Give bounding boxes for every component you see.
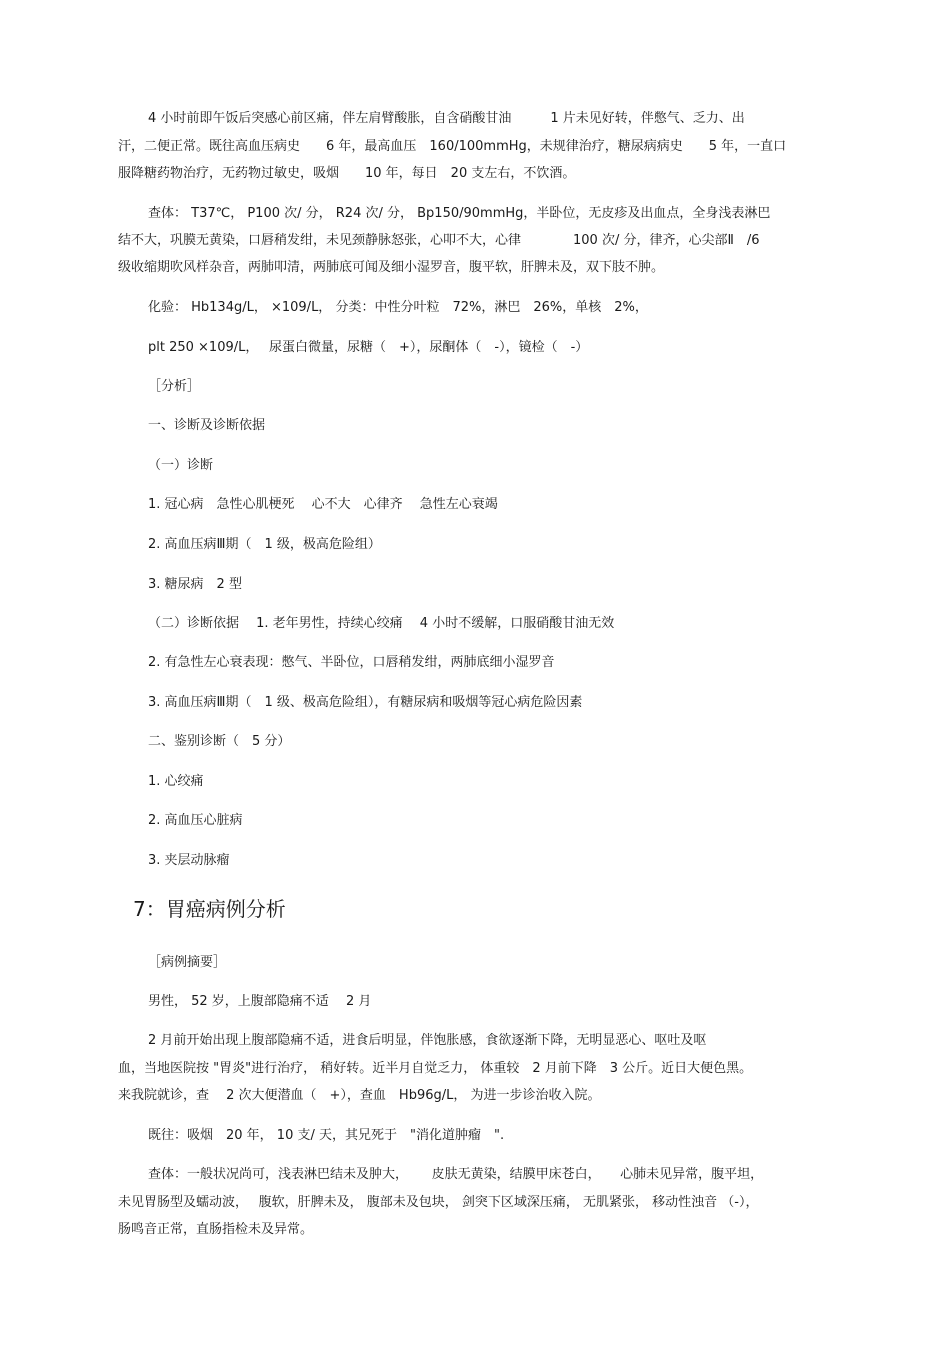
text-line: 既往：吸烟 20 年， 10 支/ 天，其兄死于 "消化道肿瘤 ".: [148, 1128, 505, 1143]
text-line: 级收缩期吹风样杂音，两肺叩清，两肺底可闻及细小湿罗音，腹平软，肝脾未及，双下肢不肿。: [118, 260, 665, 275]
text-line: 男性， 52 岁，上腹部隐痛不适 2 月: [148, 994, 372, 1009]
text-line: 汗，二便正常。既往高血压病史 6 年，最高血压 160/100mmHg，未规律治疗，糖尿病病史 5 年，一直口: [118, 139, 787, 154]
text-line: 3. 高血压病Ⅲ期（ 1 级、极高危险组），有糖尿病和吸烟等冠心病危险因素: [148, 695, 583, 710]
text-line: 查体： T37℃， P100 次/ 分， R24 次/ 分， Bp150/90mmHg，半卧位，无皮疹及出血点，全身浅表淋巴: [148, 206, 771, 221]
text-line: 1. 心绞痛: [148, 774, 204, 789]
text-line: 2. 高血压病Ⅲ期（ 1 级，极高危险组）: [148, 537, 381, 552]
text-line: 服降糖药物治疗，无药物过敏史，吸烟 10 年，每日 20 支左右，不饮酒。: [118, 166, 576, 181]
text-line: 二、鉴别诊断（ 5 分）: [148, 734, 291, 749]
text-line: ［分析］: [148, 379, 201, 394]
text-line: （一）诊断: [148, 458, 214, 473]
text-line: 1. 冠心病 急性心肌梗死 心不大 心律齐 急性左心衰竭: [148, 497, 498, 512]
text-line: 2 月前开始出现上腹部隐痛不适，进食后明显，伴饱胀感，食欲逐渐下降，无明显恶心、呕吐及呕: [148, 1033, 707, 1048]
text-line: 未见胃肠型及蠕动波， 腹软，肝脾未及， 腹部未及包块， 剑突下区域深压痛， 无肌紧张， 移动性浊音 （-），: [118, 1195, 759, 1210]
text-line: 肠鸣音正常，直肠指检未及异常。: [118, 1222, 314, 1237]
text-line: （二）诊断依据 1. 老年男性，持续心绞痛 4 小时不缓解，口服硝酸甘油无效: [148, 616, 615, 631]
text-line: 血，当地医院按 "胃炎"进行治疗， 稍好转。近半月自觉乏力， 体重较 2 月前下降 3 公斤。近日大便色黑。: [118, 1061, 753, 1076]
text-line: 4 小时前即午饭后突感心前区痛，伴左肩臂酸胀，自含硝酸甘油 1 片未见好转，伴憋气、乏力、出: [148, 111, 745, 126]
text-line: 3. 夹层动脉瘤: [148, 853, 230, 868]
text-line: 化验： Hb134g/L， ×109/L， 分类：中性分叶粒 72%，淋巴 26%，单核 2%，: [148, 300, 648, 315]
text-line: 2. 高血压心脏病: [148, 813, 243, 828]
text-line: 一、诊断及诊断依据: [148, 418, 266, 433]
text-line: 2. 有急性左心衰表现：憋气、半卧位，口唇稍发绀，两肺底细小湿罗音: [148, 655, 555, 670]
text-line: 来我院就诊，查 2 次大便潜血（ +），查血 Hb96g/L， 为进一步诊治收入院。: [118, 1088, 601, 1103]
text-line: plt 250 ×109/L， 尿蛋白微量，尿糖（ +），尿酮体（ -），镜检（ -）: [148, 340, 589, 355]
text-line: 结不大，巩膜无黄染，口唇稍发绀，未见颈静脉怒张，心叩不大，心律 100 次/ 分，律齐，心尖部Ⅱ /6: [118, 233, 760, 248]
text-line: ［病例摘要］: [148, 955, 227, 970]
text-line: 查体：一般状况尚可，浅表淋巴结未及肿大， 皮肤无黄染，结膜甲床苍白， 心肺未见异常，腹平坦，: [148, 1167, 764, 1182]
text-line: 3. 糖尿病 2 型: [148, 577, 242, 592]
section-heading: 7：胃癌病例分析: [133, 897, 286, 921]
